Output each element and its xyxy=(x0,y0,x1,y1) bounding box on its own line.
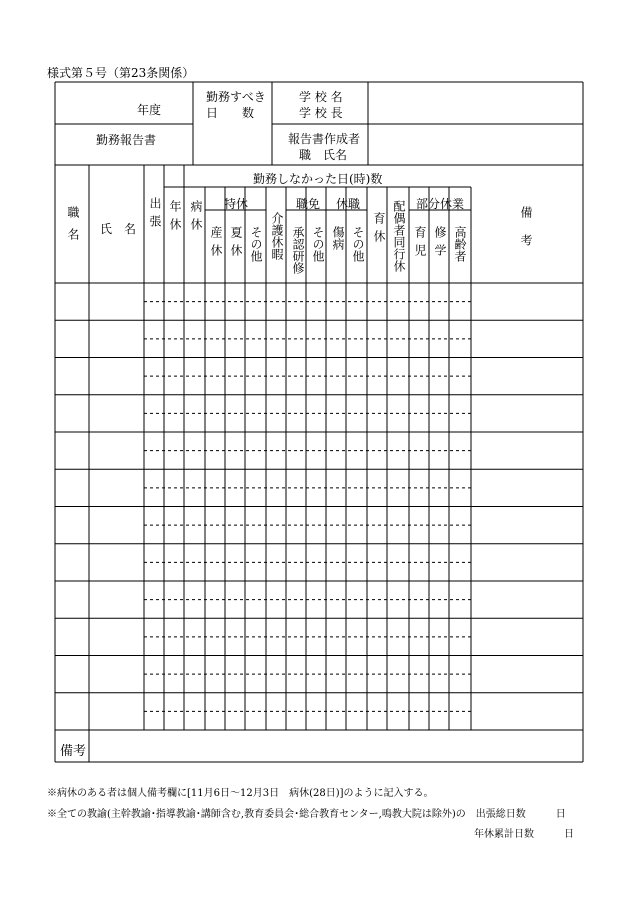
col-ikuji: 育児 xyxy=(413,226,427,262)
note-3: 年休累計日数 日 xyxy=(474,829,574,840)
workdays-label-1: 勤務すべき xyxy=(206,90,266,104)
col-haigusha: 配偶者同行休 xyxy=(392,200,406,272)
col-shonin: 承認研修 xyxy=(291,226,305,274)
col-shucho: 出張 xyxy=(148,197,162,233)
col-shimei: 氏 名 xyxy=(100,222,137,236)
nendo-label: 年度 xyxy=(137,103,162,117)
col-koreisha: 高齢者 xyxy=(453,226,467,262)
col-bubun: 部分休業 xyxy=(416,197,465,211)
col-ikukyu: 育休 xyxy=(372,212,386,248)
footer-biko-label: 備考 xyxy=(60,744,87,759)
col-nenkyu: 年休 xyxy=(168,200,182,236)
col-kyushoku: 休職 xyxy=(336,197,361,211)
col-tokkyu: 特休 xyxy=(224,197,249,211)
col-sonota-2: その他 xyxy=(311,226,325,262)
form-title: 様式第５号（第23条関係） xyxy=(47,66,195,80)
col-shokumei: 職名 xyxy=(66,206,80,250)
report-title: 勤務報告書 xyxy=(96,133,157,147)
note-1: ※病休のある者は個人備考欄に[11月6日～12月3日 病休(28日)]のように記入する。 xyxy=(47,788,434,799)
col-shobyo: 傷病 xyxy=(331,226,345,250)
col-sonota-3: その他 xyxy=(351,226,365,262)
col-sankyu: 産休 xyxy=(209,226,223,262)
col-shugaku: 修学 xyxy=(433,226,447,262)
workdays-label-2: 日 数 xyxy=(206,106,255,120)
school-name-label: 学 校 名 xyxy=(299,90,343,104)
col-biko: 備 考 xyxy=(519,206,533,248)
col-not-worked: 勤務しなかった日(時)数 xyxy=(253,172,383,186)
col-natsukyu: 夏休 xyxy=(229,226,243,262)
col-byokyu: 病休 xyxy=(189,200,203,236)
note-2: ※全ての教諭(主幹教諭･指導教諭･講師含む,教育委員会･総合教育センター,鳴教大院は除外)の 出張総日数 日 xyxy=(47,809,566,820)
col-sonota-1: その他 xyxy=(249,226,263,262)
col-shokumen: 職免 xyxy=(296,197,321,211)
principal-label: 学 校 長 xyxy=(299,106,343,120)
preparer-label-2: 職 氏名 xyxy=(299,148,348,162)
col-kaigo: 介護休暇 xyxy=(270,212,284,260)
preparer-label-1: 報告書作成者 xyxy=(288,132,361,146)
